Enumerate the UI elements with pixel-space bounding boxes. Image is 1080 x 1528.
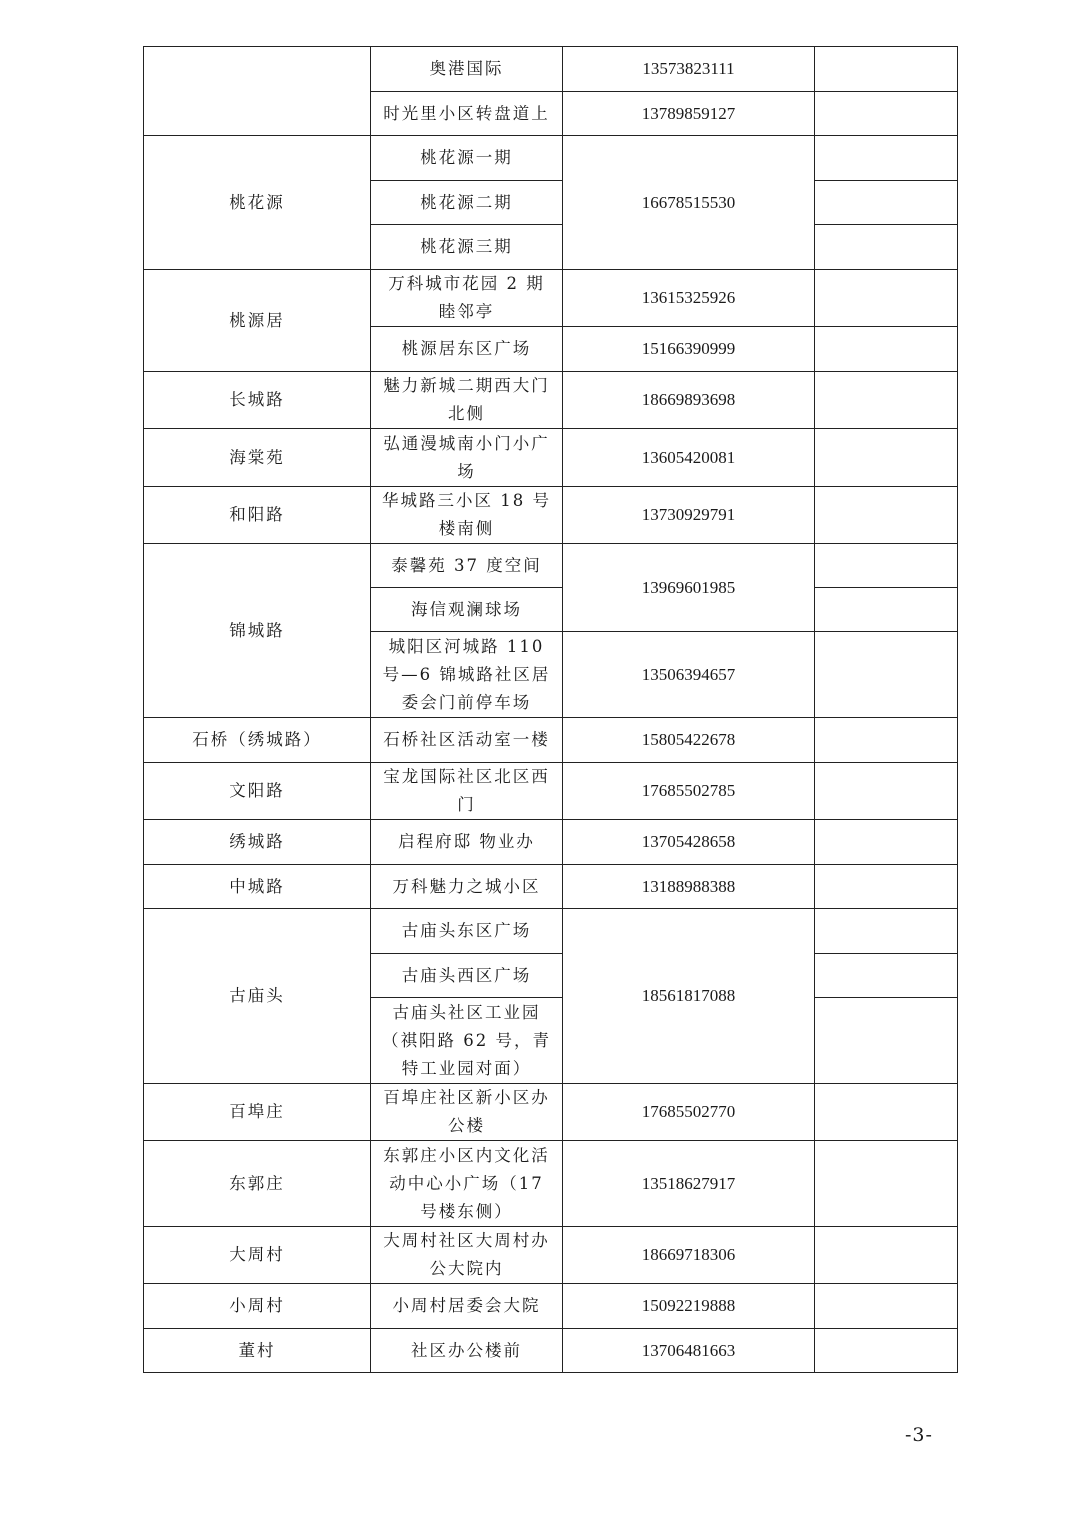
phone-cell: 17685502770 bbox=[563, 1084, 815, 1141]
site-cell: 桃花源一期 bbox=[371, 136, 563, 181]
table-row bbox=[144, 487, 958, 544]
community-cell: 文阳路 bbox=[144, 763, 371, 820]
community-cell: 桃花源 bbox=[144, 136, 371, 270]
blank-cell bbox=[815, 92, 958, 136]
table-row bbox=[144, 865, 958, 909]
blank-cell bbox=[815, 47, 958, 92]
table-row bbox=[144, 1084, 958, 1141]
site-cell: 宝龙国际社区北区西门 bbox=[371, 763, 563, 820]
site-cell: 古庙头东区广场 bbox=[371, 909, 563, 954]
site-cell: 大周村社区大周村办公大院内 bbox=[371, 1227, 563, 1284]
blank-cell bbox=[815, 763, 958, 820]
community-cell: 百埠庄 bbox=[144, 1084, 371, 1141]
table-row bbox=[144, 909, 958, 954]
community-cell: 绣城路 bbox=[144, 820, 371, 865]
phone-cell: 16678515530 bbox=[563, 136, 815, 270]
site-cell: 桃源居东区广场 bbox=[371, 327, 563, 372]
phone-cell: 18669893698 bbox=[563, 372, 815, 429]
site-cell: 海信观澜球场 bbox=[371, 588, 563, 632]
site-cell: 启程府邸 物业办 bbox=[371, 820, 563, 865]
table-row bbox=[144, 544, 958, 588]
site-cell: 百埠庄社区新小区办公楼 bbox=[371, 1084, 563, 1141]
community-cell: 小周村 bbox=[144, 1284, 371, 1329]
table-row bbox=[144, 372, 958, 429]
table-row bbox=[144, 270, 958, 327]
phone-cell: 13506394657 bbox=[563, 632, 815, 718]
phone-cell: 13615325926 bbox=[563, 270, 815, 327]
community-cell: 海棠苑 bbox=[144, 429, 371, 487]
phone-cell: 13605420081 bbox=[563, 429, 815, 487]
blank-cell bbox=[815, 718, 958, 763]
phone-cell: 13706481663 bbox=[563, 1329, 815, 1373]
site-cell: 泰馨苑 37 度空间 bbox=[371, 544, 563, 588]
blank-cell bbox=[815, 1329, 958, 1373]
table-row bbox=[144, 47, 958, 92]
phone-cell: 15166390999 bbox=[563, 327, 815, 372]
phone-cell: 13573823111 bbox=[563, 47, 815, 92]
site-cell: 桃花源二期 bbox=[371, 181, 563, 225]
blank-cell bbox=[815, 270, 958, 327]
community-cell: 大周村 bbox=[144, 1227, 371, 1284]
community-cell: 东郭庄 bbox=[144, 1141, 371, 1227]
table-row bbox=[144, 820, 958, 865]
blank-cell bbox=[815, 865, 958, 909]
site-cell: 奥港国际 bbox=[371, 47, 563, 92]
blank-cell bbox=[815, 181, 958, 225]
blank-cell bbox=[815, 1284, 958, 1329]
site-cell: 桃花源三期 bbox=[371, 225, 563, 270]
phone-cell: 15805422678 bbox=[563, 718, 815, 763]
blank-cell bbox=[815, 225, 958, 270]
phone-cell: 18669718306 bbox=[563, 1227, 815, 1284]
blank-cell bbox=[815, 136, 958, 181]
phone-cell: 13188988388 bbox=[563, 865, 815, 909]
blank-cell bbox=[815, 544, 958, 588]
table-row bbox=[144, 763, 958, 820]
blank-cell bbox=[815, 588, 958, 632]
site-cell: 社区办公楼前 bbox=[371, 1329, 563, 1373]
blank-cell bbox=[815, 487, 958, 544]
community-cell: 中城路 bbox=[144, 865, 371, 909]
blank-cell bbox=[815, 1141, 958, 1227]
blank-cell bbox=[815, 820, 958, 865]
site-cell: 万科魅力之城小区 bbox=[371, 865, 563, 909]
phone-cell: 13969601985 bbox=[563, 544, 815, 632]
community-cell: 古庙头 bbox=[144, 909, 371, 1084]
table-row bbox=[144, 1329, 958, 1373]
site-cell: 魅力新城二期西大门北侧 bbox=[371, 372, 563, 429]
phone-cell: 13730929791 bbox=[563, 487, 815, 544]
table-row bbox=[144, 718, 958, 763]
phone-cell: 18561817088 bbox=[563, 909, 815, 1084]
site-cell: 时光里小区转盘道上 bbox=[371, 92, 563, 136]
phone-cell: 15092219888 bbox=[563, 1284, 815, 1329]
site-cell: 弘通漫城南小门小广场 bbox=[371, 429, 563, 487]
phone-cell: 17685502785 bbox=[563, 763, 815, 820]
blank-cell bbox=[815, 327, 958, 372]
blank-cell bbox=[815, 1084, 958, 1141]
page-number: -3- bbox=[905, 1424, 933, 1446]
phone-cell: 13518627917 bbox=[563, 1141, 815, 1227]
blank-cell bbox=[815, 429, 958, 487]
table-row bbox=[144, 1227, 958, 1284]
community-cell: 桃源居 bbox=[144, 270, 371, 372]
site-cell: 小周村居委会大院 bbox=[371, 1284, 563, 1329]
blank-cell bbox=[815, 372, 958, 429]
site-contact-table bbox=[143, 46, 958, 1373]
blank-cell bbox=[815, 998, 958, 1084]
site-cell: 古庙头社区工业园（祺阳路 62 号，青特工业园对面） bbox=[371, 998, 563, 1084]
community-cell: 锦城路 bbox=[144, 544, 371, 718]
phone-cell: 13789859127 bbox=[563, 92, 815, 136]
community-cell: 董村 bbox=[144, 1329, 371, 1373]
site-cell: 城阳区河城路 110 号—6 锦城路社区居委会门前停车场 bbox=[371, 632, 563, 718]
site-cell: 东郭庄小区内文化活动中心小广场（17 号楼东侧） bbox=[371, 1141, 563, 1227]
phone-cell: 13705428658 bbox=[563, 820, 815, 865]
community-cell: 和阳路 bbox=[144, 487, 371, 544]
blank-cell bbox=[815, 954, 958, 998]
site-cell: 万科城市花园 2 期睦邻亭 bbox=[371, 270, 563, 327]
table-row bbox=[144, 1284, 958, 1329]
community-cell bbox=[144, 47, 371, 136]
blank-cell bbox=[815, 909, 958, 954]
community-cell: 长城路 bbox=[144, 372, 371, 429]
table-row bbox=[144, 429, 958, 487]
site-cell: 石桥社区活动室一楼 bbox=[371, 718, 563, 763]
table-row bbox=[144, 136, 958, 181]
table-row bbox=[144, 1141, 958, 1227]
blank-cell bbox=[815, 632, 958, 718]
site-cell: 古庙头西区广场 bbox=[371, 954, 563, 998]
community-cell: 石桥（绣城路） bbox=[144, 718, 371, 763]
blank-cell bbox=[815, 1227, 958, 1284]
site-cell: 华城路三小区 18 号楼南侧 bbox=[371, 487, 563, 544]
